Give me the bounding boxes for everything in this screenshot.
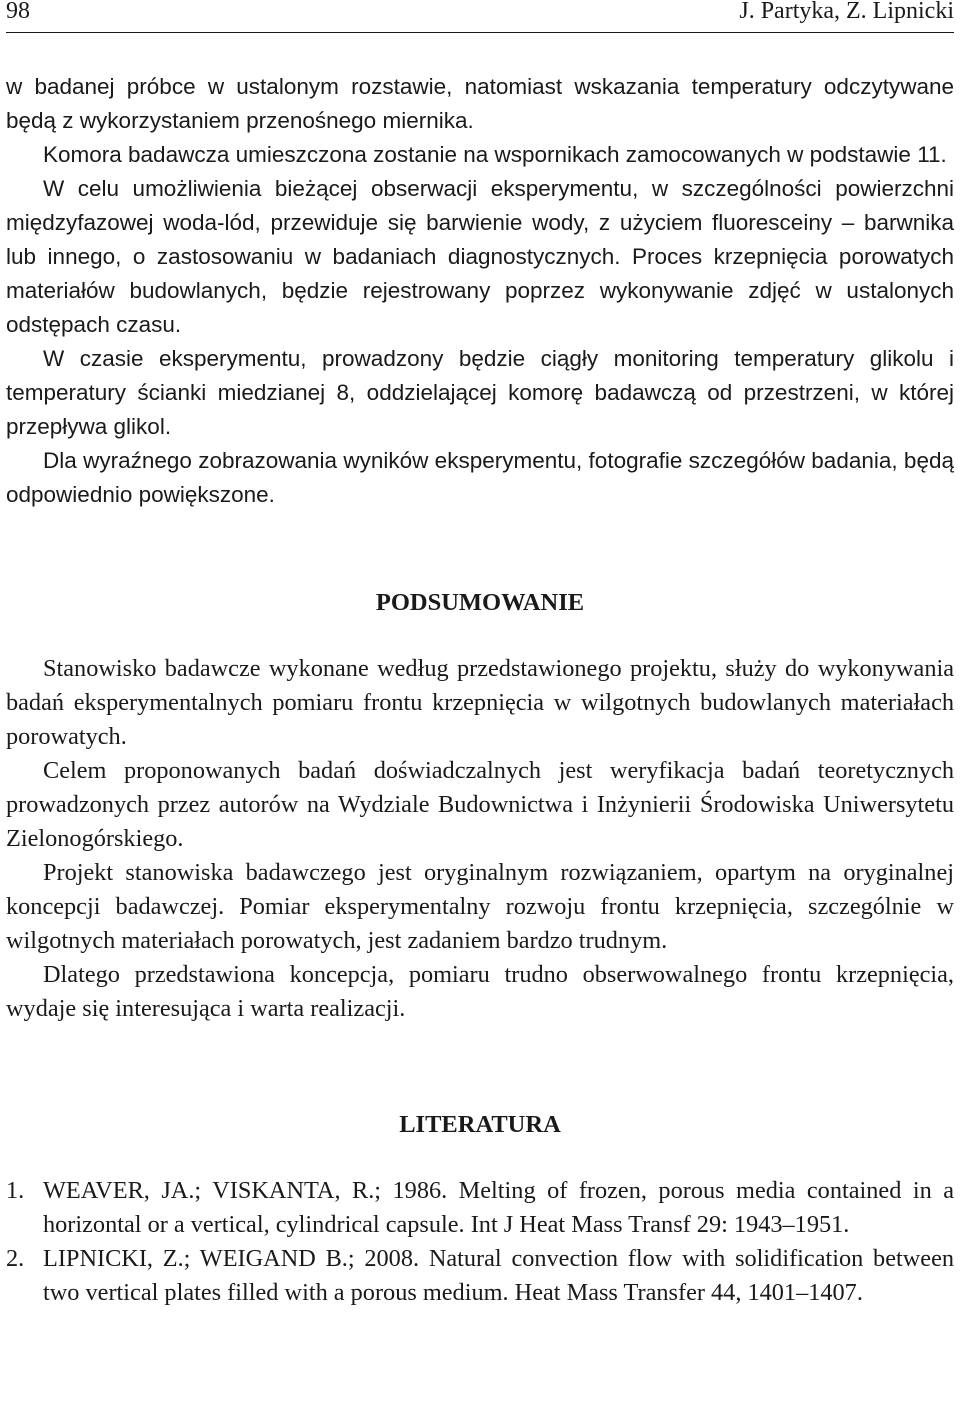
paragraph: Dla wyraźnego zobrazowania wyników eksperymentu, fotografie szczegółów badania, będą odpowiednio powiększone. [6, 448, 954, 507]
paragraph: w badanej próbce w ustalonym rozstawie, natomiast wskazania temperatury odczytywane będą z wykorzystaniem przenośnego miernika. [6, 74, 954, 133]
reference-number: 1. [6, 1177, 25, 1204]
section-heading-literature: LITERATURA [399, 1111, 561, 1138]
paragraph: W czasie eksperymentu, prowadzony będzie ciągły monitoring temperatury glikolu i temperatury ścianki miedzianej 8, oddzielającej komorę badawczą od przestrzeni, w której przepływa glikol. [6, 346, 954, 439]
section-heading-summary: PODSUMOWANIE [375, 589, 585, 616]
reference-list [6, 1174, 954, 1310]
page-body [6, 70, 954, 1310]
reference-item [6, 1174, 954, 1242]
reference-number: 2. [6, 1245, 25, 1272]
paragraph: Komora badawcza umieszczona zostanie na wspornikach zamocowanych w podstawie 11. [43, 142, 947, 167]
reference-text: WEAVER, JA.; VISKANTA, R.; 1986. Melting of frozen, porous media contained in a horizontal or a vertical, cylindrical capsule. Int J Heat Mass Transf 29: 1943–1951. [43, 1177, 954, 1238]
running-title: J. Partyka, Z. Lipnicki [739, 0, 954, 24]
paragraph: W celu umożliwienia bieżącej obserwacji eksperymentu, w szczególności powierzchni międzyfazowej woda-lód, przewiduje się barwienie wody, z użyciem fluoresceiny – barwnika lub innego, o zastosowaniu w badaniach diagnostycznych. Proces krzepnięcia porowatych materiałów budowlanych, będzie rejestrowany poprzez wykonywanie zdjęć w ustalonych odstępach czasu. [6, 176, 954, 337]
paragraph: Celem proponowanych badań doświadczalnych jest weryfikacja badań teoretycznych prowadzonych przez autorów na Wydziale Budownictwa i Inżynierii Środowiska Uniwersytetu Zielonogórskiego. [6, 757, 954, 852]
method-section [6, 70, 954, 512]
reference-item [6, 1242, 954, 1310]
paragraph: Projekt stanowiska badawczego jest oryginalnym rozwiązaniem, opartym na oryginalnej koncepcji badawczej. Pomiar eksperymentalny rozwoju frontu krzepnięcia, szczególnie w wilgotnych materiałach porowatych, jest zadaniem bardzo trudnym. [6, 859, 954, 954]
reference-text: LIPNICKI, Z.; WEIGAND B.; 2008. Natural convection flow with solidification between two vertical plates filled with a porous medium. Heat Mass Transfer 44, 1401–1407. [43, 1245, 954, 1306]
page-number: 98 [6, 0, 30, 24]
page-header [6, 0, 954, 33]
summary-section [6, 652, 954, 1026]
paragraph: Stanowisko badawcze wykonane według przedstawionego projektu, służy do wykonywania badań eksperymentalnych pomiaru frontu krzepnięcia w wilgotnych budowlanych materiałach porowatych. [6, 655, 954, 750]
paragraph: Dlatego przedstawiona koncepcja, pomiaru trudno obserwowalnego frontu krzepnięcia, wydaje się interesująca i warta realizacji. [6, 961, 954, 1022]
